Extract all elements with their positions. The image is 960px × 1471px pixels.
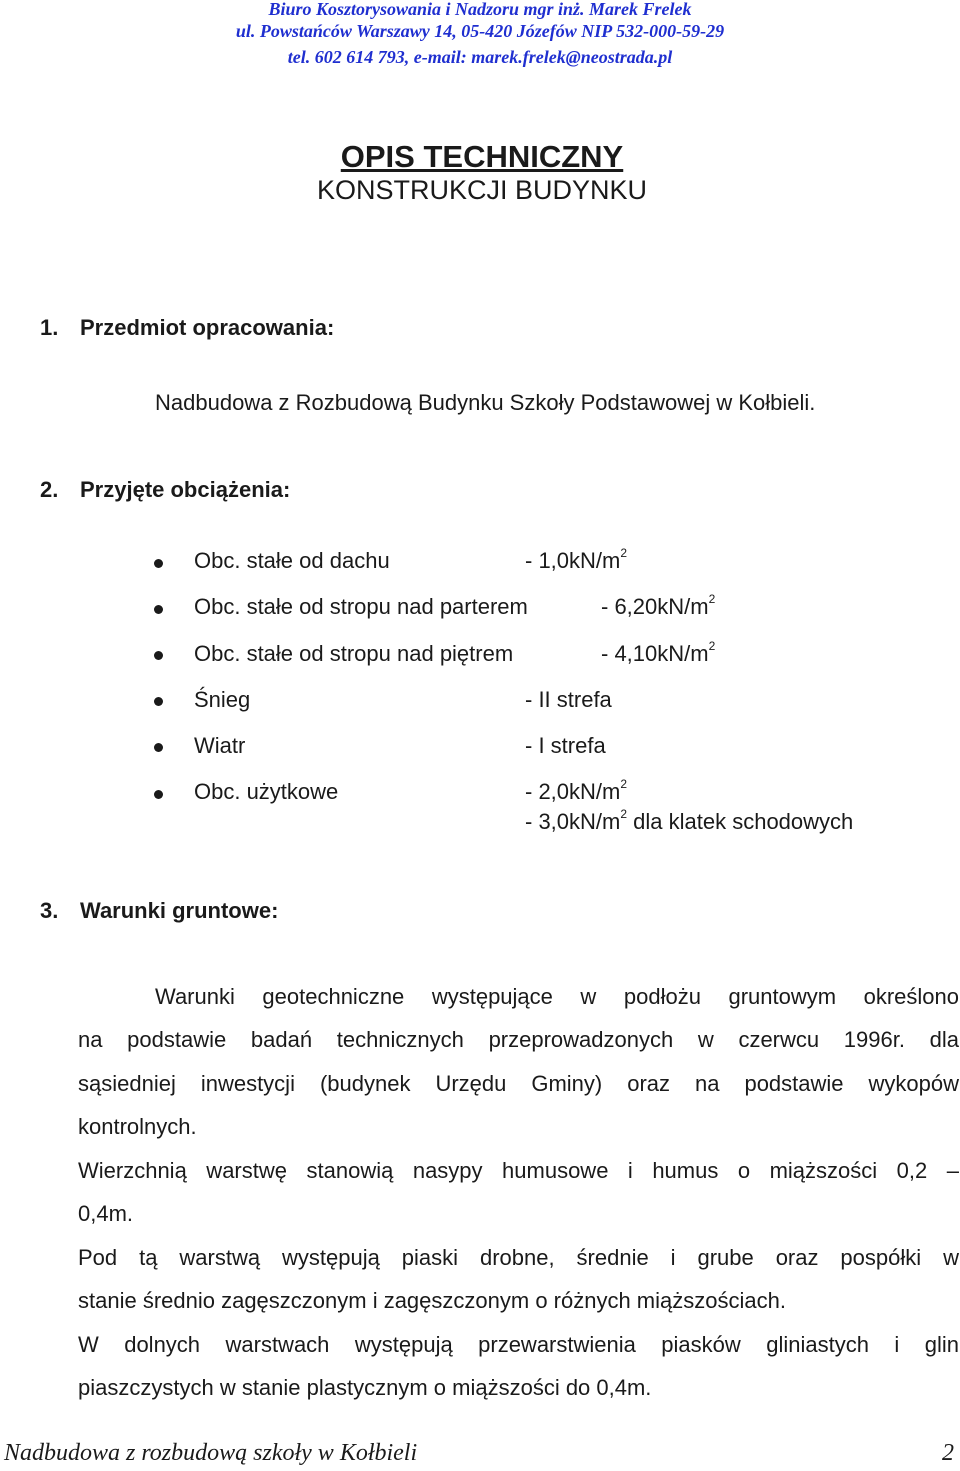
section-1-heading — [40, 315, 334, 341]
bullet-icon — [154, 559, 163, 568]
paragraph-line: 0,4m. — [78, 1201, 134, 1226]
section-number: 2. — [40, 477, 59, 502]
section-1-text: Nadbudowa z Rozbudową Budynku Szkoły Podstawowej w Kołbieli. — [155, 390, 816, 415]
paragraph-line: Wierzchnią warstwę stanowią nasypy humusowe i humus o miąższości 0,2 – — [78, 1158, 959, 1183]
paragraph-line: Warunki geotechniczne występujące w podłożu gruntowym określono — [155, 984, 959, 1009]
paragraph-line: stanie średnio zagęszczonym i zagęszczonym o różnych miąższościach. — [78, 1288, 786, 1313]
paragraph-line: sąsiedniej inwestycji (budynek Urzędu Gminy) oraz na podstawie wykopów — [78, 1071, 959, 1096]
document-subtitle: KONSTRUKCJI BUDYNKU — [316, 175, 648, 205]
page-number: 2 — [942, 1440, 954, 1466]
paragraph-line: Pod tą warstwą występują piaski drobne, średnie i grube oraz pospółki w — [78, 1245, 959, 1270]
paragraph-line: kontrolnych. — [78, 1114, 197, 1139]
load-label: Obc. użytkowe — [194, 779, 339, 804]
bullet-icon — [154, 605, 163, 614]
bullet-icon — [154, 743, 163, 752]
section-title: Warunki gruntowe: — [80, 898, 279, 923]
load-label: Śnieg — [194, 687, 251, 712]
paragraph-line: na podstawie badań technicznych przeprowadzonych w czerwcu 1996r. dla — [78, 1027, 959, 1052]
load-label: Obc. stałe od stropu nad parterem — [194, 594, 528, 619]
load-label: Obc. stałe od dachu — [194, 548, 390, 573]
section-number: 3. — [40, 898, 59, 923]
load-value-stairs: - $3,0kN/m^2$ dla klatek schodowych — [525, 807, 854, 834]
load-value: - I strefa — [525, 733, 606, 758]
section-title: Przedmiot opracowania: — [80, 315, 335, 340]
bullet-icon — [154, 651, 163, 660]
load-label: Wiatr — [194, 733, 246, 758]
section-2-heading — [40, 477, 290, 503]
footer-title: Nadbudowa z rozbudową szkoły w Kołbieli — [4, 1440, 418, 1466]
section-number: 1. — [40, 315, 59, 340]
load-label: Obc. stałe od stropu nad piętrem — [194, 641, 514, 666]
bullet-icon — [154, 697, 163, 706]
document-title: OPIS TECHNICZNY — [340, 139, 624, 174]
letterhead-address: ul. Powstańców Warszawy 14, 05-420 Józefów NIP 532-000-59-29 — [235, 21, 725, 41]
bullet-icon — [154, 790, 163, 799]
load-value: - $1,0kN/m^2$ — [525, 546, 628, 573]
load-value: - II strefa — [525, 687, 612, 712]
section-title: Przyjęte obciążenia: — [80, 477, 291, 502]
paragraph-line: W dolnych warstwach występują przewarstwienia piasków gliniastych i glin — [78, 1332, 959, 1357]
load-value: - $2,0kN/m^2$ — [525, 777, 628, 804]
letterhead-contact: tel. 602 614 793, e-mail: marek.frelek@neostrada.pl — [287, 47, 673, 67]
load-value: - $6,20kN/m^2$ — [601, 592, 716, 619]
section-3-heading — [40, 898, 278, 924]
load-value: - $4,10kN/m^2$ — [601, 639, 716, 666]
paragraph-line: piaszczystych w stanie plastycznym o miąższości do 0,4m. — [78, 1375, 652, 1400]
letterhead-company: Biuro Kosztorysowania i Nadzoru mgr inż. Marek Frelek — [268, 0, 692, 19]
